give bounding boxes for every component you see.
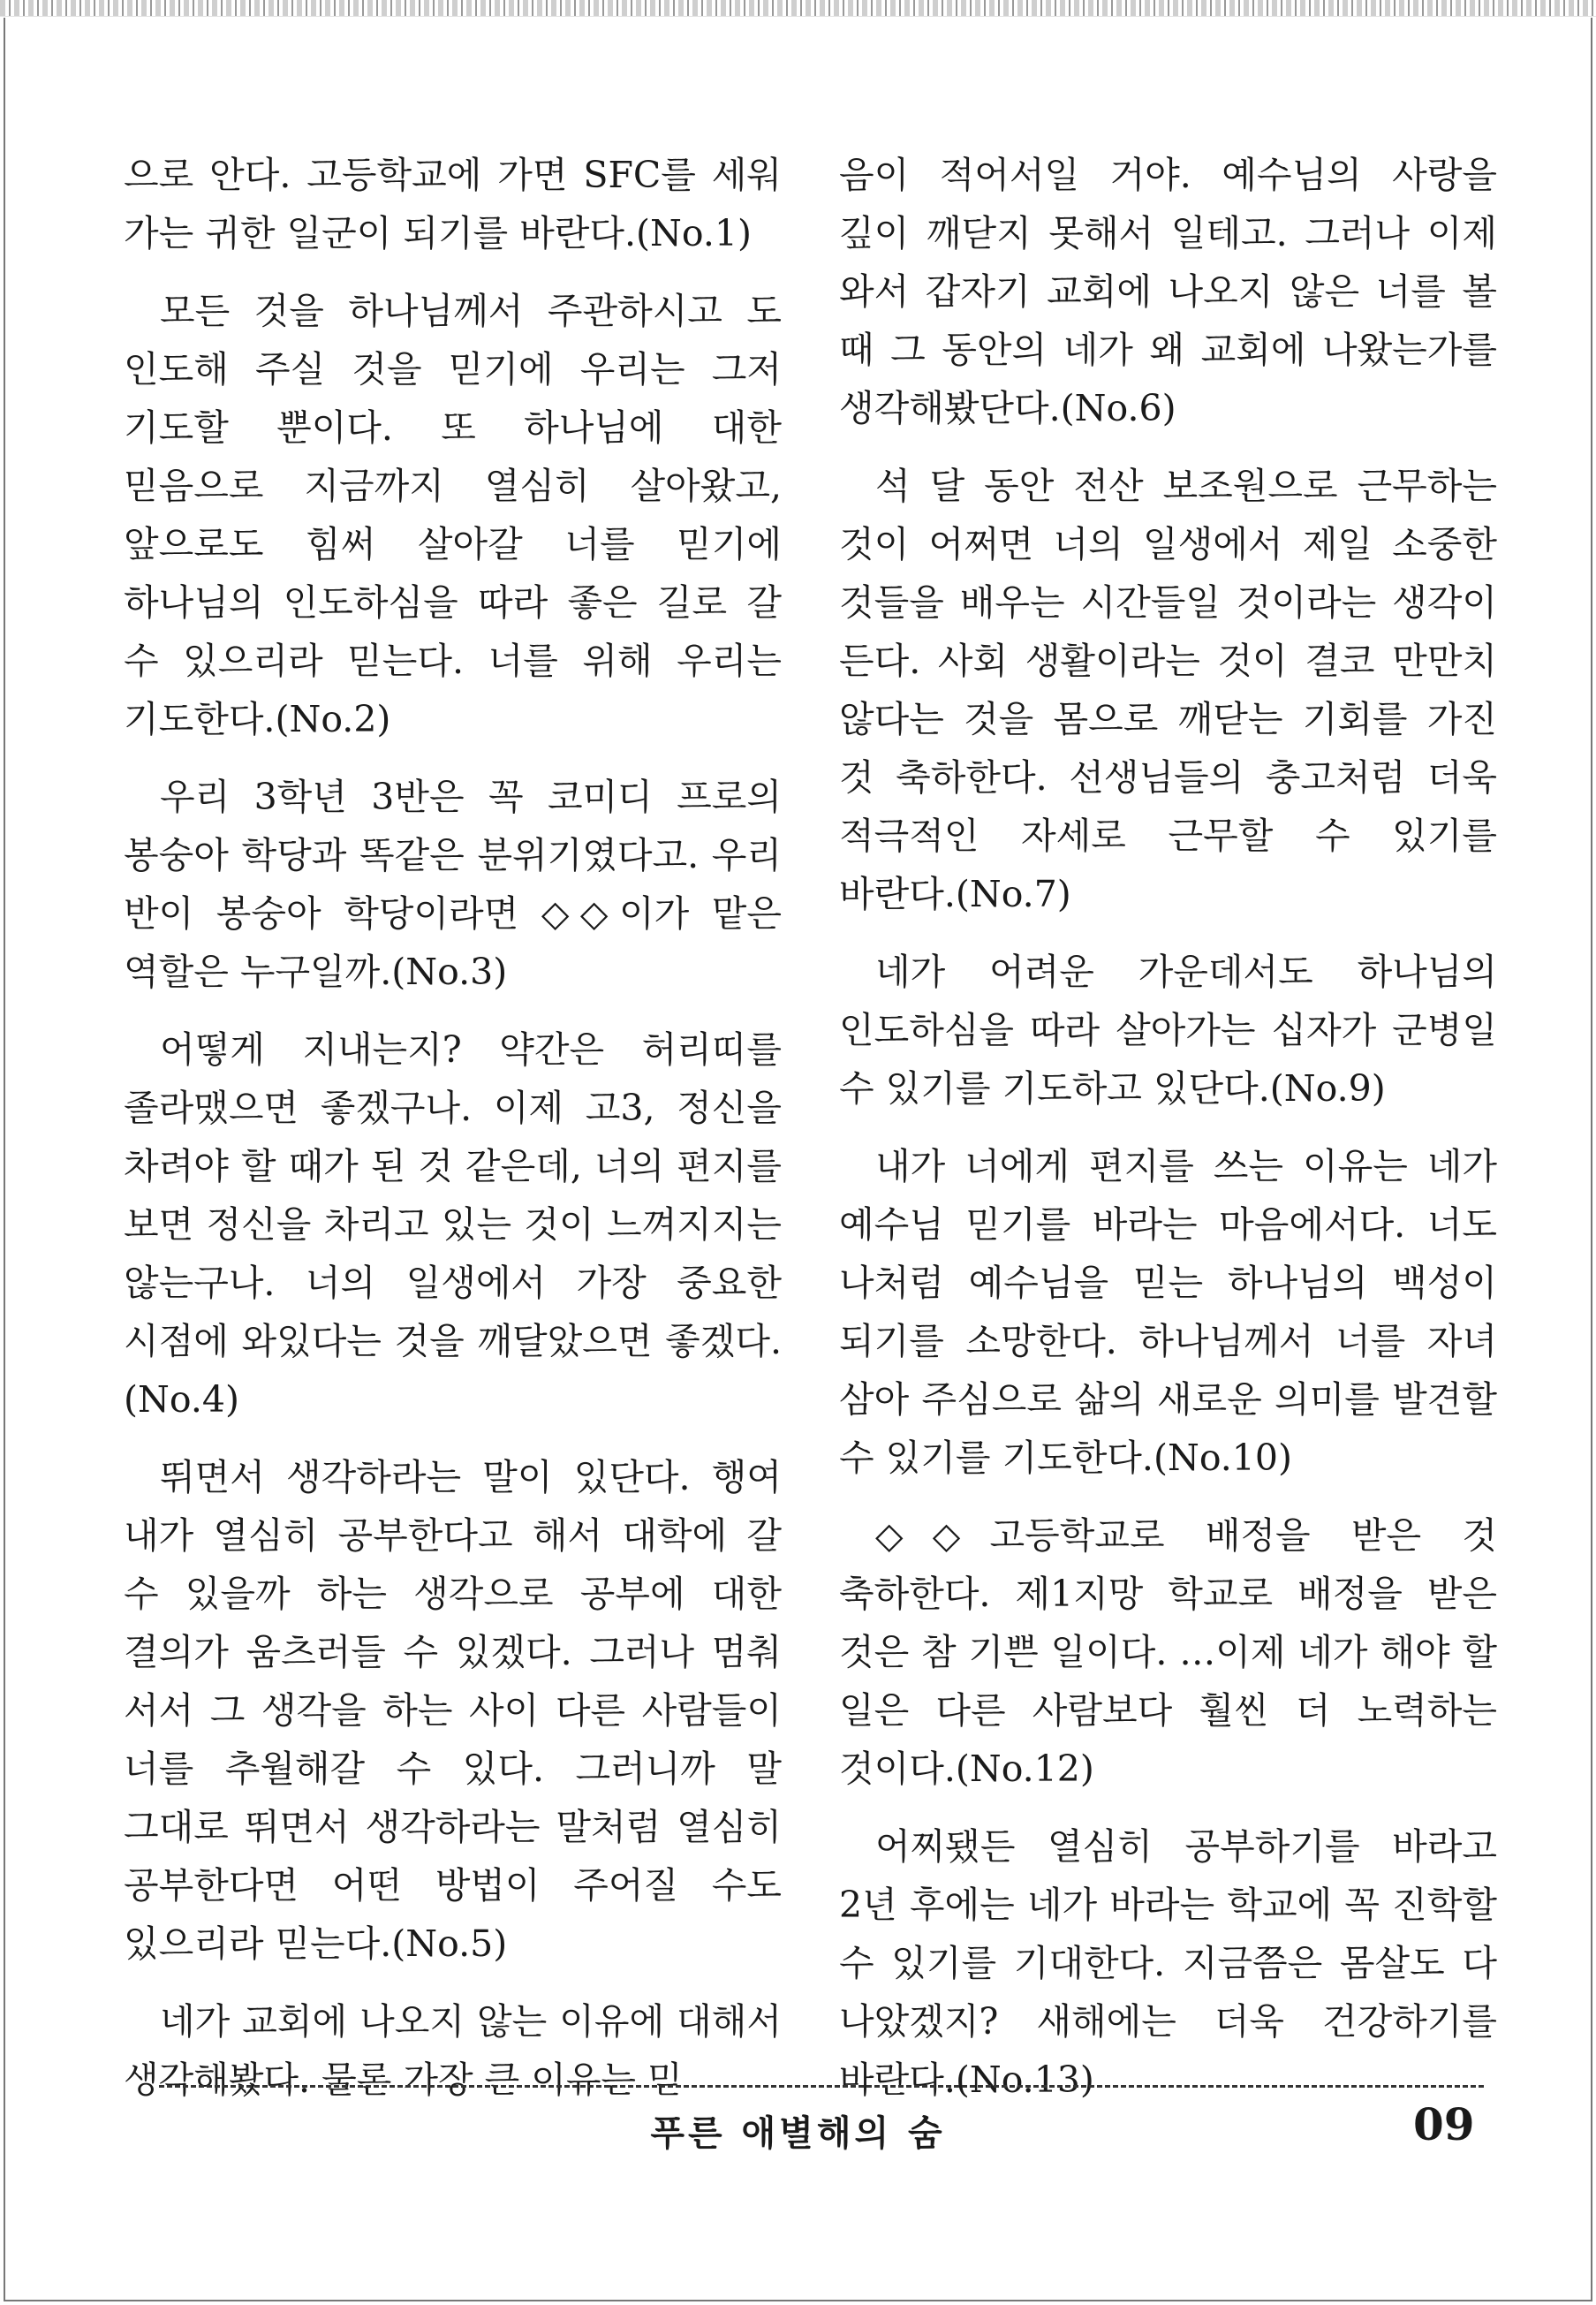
page-number: 09 [1413,2098,1475,2150]
footer-title: 푸른 애별해의 숨 [650,2112,946,2154]
paragraph: 네가 어려운 가운데서도 하나님의 인도하심을 따라 살아가는 십자가 군병일 수 있기를 기도하고 있단다.(No.9) [839,951,1497,1110]
binding-strip [0,0,1596,17]
paragraph: 뛰면서 생각하라는 말이 있단다. 행여 내가 열심히 공부한다고 해서 대학에 갈 수 있을까 하는 생각으로 공부에 대한 결의가 움츠러들 수 있겠다. 그러나 멈춰 서서 그 생각을 하는 사이 다른 사람들이 너를 추월해갈 수 있다. 그러니까 말 그대로 뛰면서 생각하라는 말처럼 열심히 공부한다면 어떤 방법이 주어질 수도 있으리라 믿는다.(No.5) [124,1456,783,1965]
paragraph: 우리 3학년 3반은 꼭 코미디 프로의 봉숭아 학당과 똑같은 분위기였다고. 우리 반이 봉숭아 학당이라면 ◇◇이가 맡은 역할은 누구일까.(No.3) [124,776,782,993]
paragraph: 네가 교회에 나오지 않는 이유에 대해서 생각해봤다. 물론 가장 큰 이유는 믿 [124,2000,782,2101]
left-column [124,146,782,2128]
paragraph: 내가 너에게 편지를 쓰는 이유는 네가 예수님 믿기를 바라는 마음에서다. 너도 나처럼 예수님을 믿는 하나님의 백성이 되기를 소망한다. 하나님께서 너를 자녀 삼아 주심으로 삶의 새로운 의미를 발견할 수 있기를 기도한다.(No.10) [839,1145,1497,1479]
right-column [839,146,1497,2128]
paragraph: 모든 것을 하나님께서 주관하시고 도 인도해 주실 것을 믿기에 우리는 그저 기도할 뿐이다. 또 하나님에 대한 믿음으로 지금까지 열심히 살아왔고, 앞으로도 힘써 살아갈 너를 믿기에 하나님의 인도하심을 따라 좋은 길로 갈 수 있으리라 믿는다. 너를 위해 우리는 기도한다.(No.2) [124,290,782,740]
paragraph: 석 달 동안 전산 보조원으로 근무하는 것이 어쩌면 너의 일생에서 제일 소중한 것들을 배우는 시간들일 것이라는 생각이 든다. 사회 생활이라는 것이 결코 만만치 않다는 것을 몸으로 깨닫는 기회를 가진 것 축하한다. 선생님들의 충고처럼 더욱 적극적인 자세로 근무할 수 있기를 바란다.(No.7) [839,465,1497,915]
paragraph: 으로 안다. 고등학교에 가면 SFC를 세워 가는 귀한 일군이 되기를 바란다.(No.1) [124,154,782,254]
paragraph: ◇◇고등학교로 배정을 받은 것 축하한다. 제1지망 학교로 배정을 받은 것은 참 기쁜 일이다. …이제 네가 해야 할 일은 다른 사람보다 훨씬 더 노력하는 것이다.(No.12) [839,1514,1497,1790]
paragraph: 음이 적어서일 거야. 예수님의 사랑을 깊이 깨닫지 못해서 일테고. 그러나 이제 와서 갑자기 교회에 나오지 않은 너를 볼 때 그 동안의 네가 왜 교회에 나왔는가를 생각해봤단다.(No.6) [839,154,1498,429]
footer-divider [159,2085,1484,2088]
paragraph: 어떻게 지내는지? 약간은 허리띠를 졸라맸으면 좋겠구나. 이제 고3, 정신을 차려야 할 때가 된 것 같은데, 너의 편지를 보면 정신을 차리고 있는 것이 느껴지지는 않는구나. 너의 일생에서 가장 중요한 시점에 와있다는 것을 깨달았으면 좋겠다.(No.4) [124,1028,782,1421]
paragraph: 어찌됐든 열심히 공부하기를 바라고 2년 후에는 네가 바라는 학교에 꼭 진학할 수 있기를 기대한다. 지금쯤은 몸살도 다 나았겠지? 새해에는 더욱 건강하기를 바란다.(No.13) [839,1825,1497,2101]
